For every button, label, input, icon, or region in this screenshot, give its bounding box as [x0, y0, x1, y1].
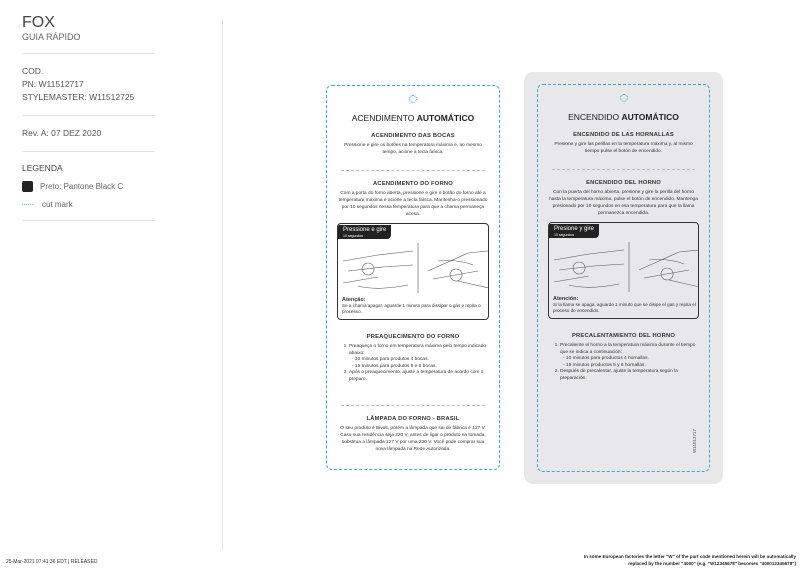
- panel-divider: [222, 20, 223, 550]
- list-item: 2. Después de precalentar, ajuste la temperatura según la preparación.: [560, 369, 699, 382]
- footer-note: In some European factories the letter "W" of the part code mentioned herein will be automatically replaced by the number "4000" (e.g. "W12345678" becomes "400012345678"): [583, 554, 796, 566]
- section-title: LÂMPADA DO FORNO - BRASIL: [366, 416, 460, 422]
- section-text: O seu produto é Bivolt, porém a lâmpada que sai de fábrica é 127 V. Caso sua residência seja 220 V, antes de ligar o produto na tomada, substitua a lâmpada 127 V por uma 220 V. Você pode comprar sua nova lâmpada na Rede Autorizada.: [340, 426, 486, 452]
- attention-note: Atenção: Se a chama apagar, aguarde 1 minuto para dissipar o gás e repita o processo.: [342, 297, 481, 314]
- attention-note: Atención: Si la llama se apaga, aguarde 1 minuto que se disipe el gas y repita el proceso de encendido.: [553, 296, 696, 313]
- instruction-box: [548, 222, 699, 319]
- divider: [22, 151, 155, 152]
- hang-hole-icon: [620, 94, 628, 102]
- preheat-list: [548, 343, 699, 382]
- divider: [22, 220, 155, 221]
- section-text: Con la puerta del horno abierta, presione y gire la perilla del horno hasta la temperatura máxima, pulse el botón de encendido. Mantenga presionado por 10 segundos en esa temperatura para que la llama permanezca encendida.: [549, 190, 698, 216]
- card-portuguese: [326, 85, 500, 470]
- instruction-tag: Presione y gire 10 segundos: [549, 224, 599, 238]
- section-text: Presione y gire las perillas en la temperatura máxima y, al mismo tiempo pulse el botón de encendido.: [554, 142, 693, 154]
- card-spanish: [537, 84, 710, 472]
- section-title: ACENDIMENTO DAS BOCAS: [371, 133, 455, 139]
- part-code: W11512717: [692, 429, 697, 453]
- black-swatch-icon: [22, 181, 33, 192]
- legend-item-cut-mark: [22, 200, 155, 209]
- legend-label: Preto: Pantone Black C: [40, 182, 124, 191]
- card-title: ENCENDIDO AUTOMÁTICO: [568, 112, 679, 122]
- legend-title: LEGENDA: [22, 163, 63, 173]
- part-number: PN: W11512717: [22, 79, 84, 89]
- sidebar: [22, 15, 155, 232]
- list-item: 1. Preaqueça o forno em temperatura máxima pelo tempo indicado abaixo: - 10 minutos para produtos 4 bocas. - 15 minutos para produtos 5 e 6 bocas.: [349, 344, 489, 370]
- section-title: ENCENDIDO DE LAS HORNALLAS: [573, 132, 674, 138]
- hand-knob-illustration-icon: [338, 241, 489, 293]
- legend-label: cut mark: [42, 200, 73, 209]
- brand-subtitle: GUIA RÁPIDO: [22, 32, 81, 42]
- list-item: 1. Precaliente el horno a la temperatura máxima durante el tiempo que se indica a continuación: - 10 minutos para productos 4 hornallas. - 15 minutos productos 5 y 6 hornallas.: [560, 343, 699, 369]
- dashed-divider: [341, 170, 485, 171]
- card-title: ACENDIMENTO AUTOMÁTICO: [351, 113, 475, 123]
- dashed-divider: [341, 405, 485, 406]
- section-title: ACENDIMENTO DO FORNO: [373, 181, 453, 187]
- section-title: PREAQUECIMENTO DO FORNO: [366, 334, 460, 340]
- instruction-box: [337, 223, 489, 320]
- revision: Rev. A: 07 DEZ 2020: [22, 128, 102, 138]
- instruction-tag: Pressione e gire 10 segundos: [338, 225, 391, 239]
- dashed-divider: [552, 169, 695, 170]
- section-text: Pressione e gire os botões na temperatura máxima e, ao mesmo tempo, acione a tecla faísca.: [344, 143, 482, 155]
- release-stamp: 25-Mar-2021 07:41:36 EDT | RELEASED: [6, 559, 98, 565]
- hand-knob-illustration-icon: [549, 240, 699, 292]
- list-item: 2. Após o preaquecimento, ajuste a temperatura de acordo com o preparo.: [349, 370, 489, 383]
- divider: [22, 115, 155, 116]
- brand-title: FOX: [22, 14, 55, 31]
- section-title: ENCENDIDO DEL HORNO: [586, 180, 661, 186]
- section-title: PRECALENTAMIENTO DEL HORNO: [571, 333, 676, 339]
- legend-item-black: [22, 181, 155, 192]
- hang-hole-icon: [409, 95, 417, 103]
- cod-label: COD.: [22, 66, 44, 76]
- preheat-list: [337, 344, 489, 383]
- section-text: Com a porta do forno aberta, pressione e gire o botão do forno até a temperatura máxima e acione a tecla faísca. Mantenha-o pressionado por 10 segundos nessa temperatura para que a chama permaneça acesa.: [338, 191, 488, 217]
- stylemaster: STYLEMASTER: W11512725: [22, 92, 135, 102]
- cut-mark-icon: [22, 204, 33, 205]
- divider: [22, 53, 155, 54]
